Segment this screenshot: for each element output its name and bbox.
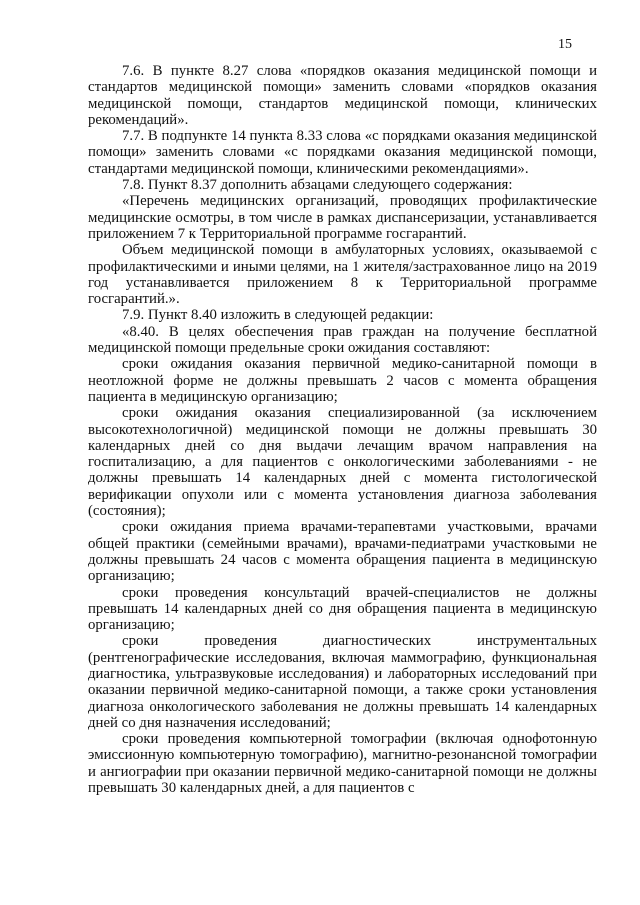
paragraph-7-9: 7.9. Пункт 8.40 изложить в следующей редакции: <box>122 307 434 324</box>
document-body <box>88 63 597 796</box>
paragraph-wait-urgent: сроки ожидания оказания первичной медико-санитарной помощи в неотложной форме не должны превышать 2 часов с момента обращения пациента в медицинскую организацию; <box>88 356 597 405</box>
page-number: 15 <box>558 37 572 52</box>
paragraph-7-7: 7.7. В подпункте 14 пункта 8.33 слова «с порядками оказания медицинской помощи» заменить словами «с порядками оказания медицинской помощи, стандартами медицинской помощи, клиническими рекомендациями». <box>88 128 597 177</box>
paragraph-wait-tomography: сроки проведения компьютерной томографии (включая однофотонную эмиссионную компьютерную томографию), магнитно-резонансной томографии и ангиографии при оказании первичной медико-санитарной помощи не должны превышать 30 календарных дней, а для пациентов с <box>88 731 597 797</box>
paragraph-7-8: 7.8. Пункт 8.37 дополнить абзацами следующего содержания: <box>122 177 513 194</box>
paragraph-7-6: 7.6. В пункте 8.27 слова «порядков оказания медицинской помощи и стандартов медицинской помощи» заменить словами «порядков оказания медицинской помощи, стандартов медицинской помощи, клинических рекомендаций». <box>88 63 597 128</box>
paragraph-wait-specialized: сроки ожидания оказания специализированной (за исключением высокотехнологичной) медицинской помощи не должны превышать 30 календарных дней со дня выдачи лечащим врачом направления на госпитализацию, а для пациентов с онкологическими заболеваниями - не должны превышать 14 календарных дней с момента гистологической верификации опухоли или с момента установления диагноза заболевания (состояния); <box>88 405 597 520</box>
paragraph-7-8-quote-2: Объем медицинской помощи в амбулаторных условиях, оказываемой с профилактическими и иными целями, на 1 жителя/застрахованное лицо на 2019 год устанавливается приложением 8 к Территориальной программе госгарантий.». <box>88 242 597 308</box>
paragraph-8-40: «8.40. В целях обеспечения прав граждан на получение бесплатной медицинской помощи предельные сроки ожидания составляют: <box>88 323 597 357</box>
paragraph-7-8-quote-1: «Перечень медицинских организаций, проводящих профилактические медицинские осмотры, в том числе в рамках диспансеризации, устанавливается приложением 7 к Территориальной программе госгарантий. <box>88 193 597 242</box>
paragraph-wait-consultations: сроки проведения консультаций врачей-специалистов не должны превышать 14 календарных дней со дня обращения пациента в медицинскую организацию; <box>88 584 597 634</box>
paragraph-wait-therapists: сроки ожидания приема врачами-терапевтами участковыми, врачами общей практики (семейными врачами), врачами-педиатрами участковыми не должны превышать 24 часов с момента обращения пациента в медицинскую организацию; <box>88 519 597 585</box>
paragraph-wait-diagnostics: сроки проведения диагностических инструментальных (рентгенографические исследования, включая маммографию, функциональная диагностика, ультразвуковые исследования) и лабораторных исследований при оказании первичной медико-санитарной помощи, а также сроки установления диагноза онкологического заболевания не должны превышать 14 календарных дней со дня назначения исследований; <box>88 633 597 731</box>
